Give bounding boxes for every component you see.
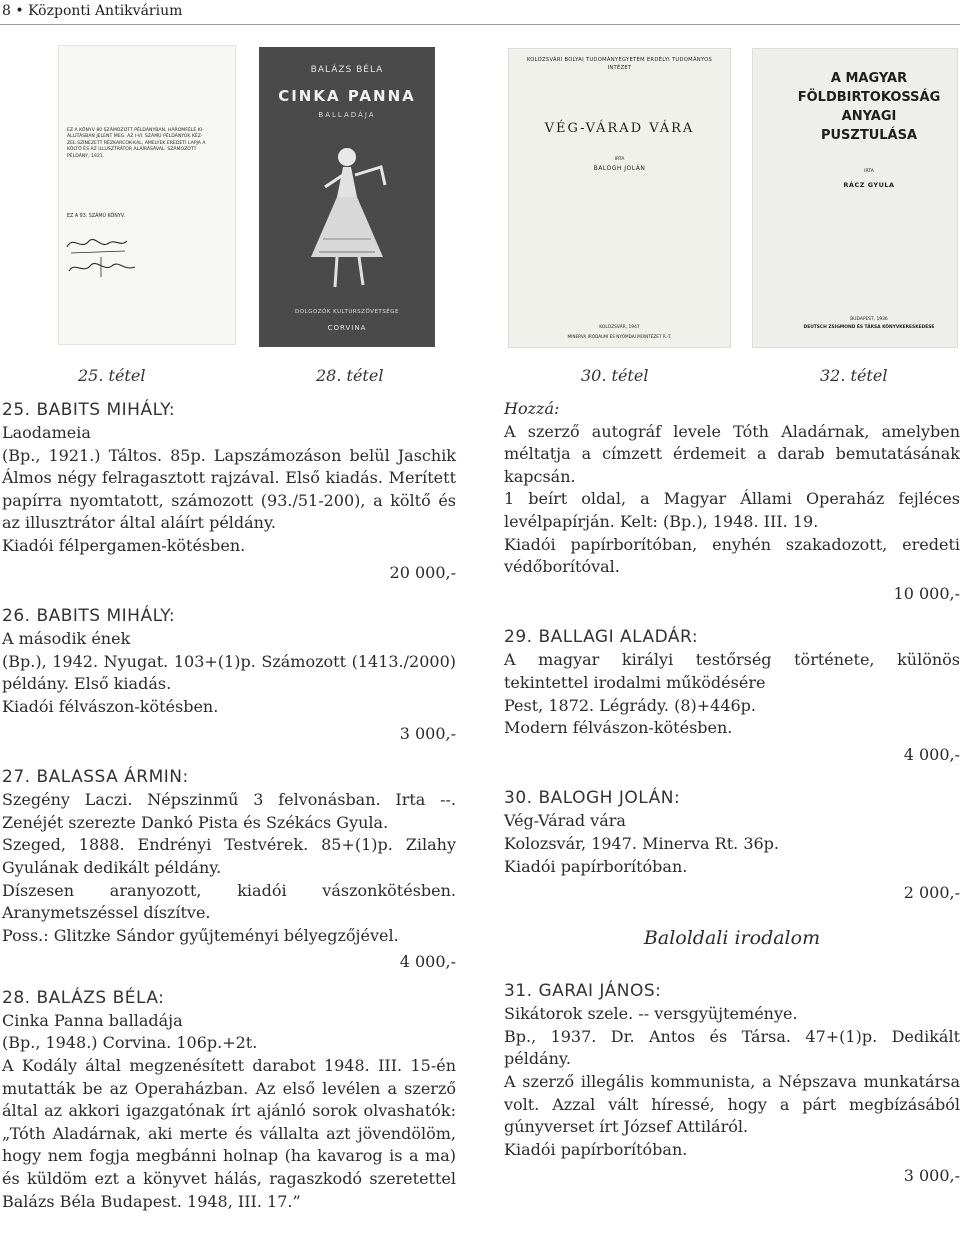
title-page-title: VÉG-VÁRAD VÁRA [544, 121, 695, 136]
title-page-institution: KOLOZSVÁRI BOLYAI TUDOMÁNYEGYETEM ERDÉLYI TUDOMÁNYOS INTÉZET [526, 57, 713, 71]
left-column [2, 398, 456, 1213]
entry-price: 3 000,- [399, 723, 456, 743]
title-page-irta: IRTA [614, 157, 625, 162]
page-number: 8 [2, 3, 11, 19]
entry-description: (Bp., 1921.) Táltos. 85p. Lapszámozáson belül Jaschik Álmos négy felragasztott rajzával. Első kiadás. Merített papírra nyomtatott, számozott (93./51-200), a költő és az illusztrátor által aláírt példány. [2, 445, 456, 533]
entry-price: 4 000,- [903, 744, 960, 764]
title-page-author: RÁCZ GYULA [843, 181, 895, 189]
entry-31 [504, 979, 960, 1188]
entry-27 [2, 765, 456, 974]
colophon-number: EZ A 93. SZÁMÚ KÖNYV. [67, 214, 125, 219]
entry-26 [2, 604, 456, 745]
entry-title: Sikátorok szele. -- versgyüjteménye. [504, 1004, 798, 1024]
caption-32: 32. tétel [820, 366, 888, 385]
photo-item-32 [752, 48, 958, 348]
entry-25 [2, 398, 456, 584]
caption-30: 30. tétel [581, 366, 649, 385]
entry-heading: 28. BALÁZS BÉLA: [2, 987, 165, 1008]
section-title: Baloldali irodalom [643, 926, 821, 949]
title-page-irta: IRTA [864, 169, 874, 174]
photo-item-30 [508, 48, 731, 348]
entry-heading: 27. BALASSA ÁRMIN: [2, 767, 189, 788]
entry-28 [2, 986, 456, 1213]
entry-heading: 25. BABITS MIHÁLY: [2, 400, 176, 420]
entry-heading: 29. BALLAGI ALADÁR: [504, 627, 699, 648]
entry-description: Kolozsvár, 1947. Minerva Rt. 36p. [504, 833, 779, 853]
entry-price: 20 000,- [389, 562, 456, 582]
entry-description: (Bp., 1948.) Corvina. 106p.+2t. [2, 1033, 258, 1053]
entry-heading: 30. BALOGH JOLÁN: [504, 788, 681, 809]
entry-binding: Modern félvászon-kötésben. [504, 718, 733, 738]
colophon-text: EZ A KÖNYV 80 SZÁMOZOTT PÉLDÁNYBAN, HÁROMFÉLE KI-ÁLLÍTÁSBAN JELENT MEG. AZ I-VI. SZÁMÚ PÉLDÁNYOK KÉZ-ZEL SZÍNEZETT RÉZKARCOK-KAL, AMELYEK EREDETI LAPJA A KÖLTŐ ÉS AZ ILLUSZTRÁTOR ALÁÍRÁSÁVAL. SZÁMOZOTT PÉLDÁNY, 1921. [67, 128, 206, 159]
entry-binding: Kiadói papírborítóban. [504, 856, 688, 876]
cover-title: CINKA PANNA [278, 87, 416, 105]
title-page-imprint-2: MINERVA IRODALMI ÉS NYOMDAI MŰINTÉZET R.-T. [567, 334, 672, 339]
photo-item-28 [259, 47, 435, 347]
entry-heading: 26. BABITS MIHÁLY: [2, 606, 176, 627]
entry-price: 4 000,- [399, 952, 456, 972]
header-separator: • [15, 3, 24, 19]
caption-25: 25. tétel [78, 366, 146, 385]
photo-item-25 [58, 45, 236, 345]
caption-28: 28. tétel [316, 366, 384, 385]
entry-title: Szegény Laczi. Népszinmű 3 felvonásban. Irta --. Zenéjét szerezte Dankó Pista és Székács Gyula. [2, 790, 456, 832]
entry-binding: Kiadói papírborítóban, enyhén szakadozott, eredeti védőborítóval. [504, 534, 960, 577]
entry-addendum-text: A szerző autográf levele Tóth Aladárnak, amelyben méltatja a címzett érdemeit a darab bemutatásának kapcsán. [504, 421, 960, 486]
title-page-author: BALOGH JOLÁN [593, 165, 646, 172]
title-page-imprint-1: BUDAPEST, 1936 [850, 317, 888, 322]
entry-description: Pest, 1872. Légrády. (8)+446p. [504, 695, 757, 715]
entry-title: A magyar királyi testőrség története, különös tekintettel irodalmi működésére [504, 650, 960, 692]
cover-publisher-2: CORVINA [327, 324, 367, 332]
entry-28-continued [504, 398, 960, 605]
entry-heading: 31. GARAI JÁNOS: [504, 981, 662, 1002]
title-page-imprint-2: DEUTSCH ZSIGMOND ÉS TÁRSA KÖNYVKERESKEDÉSE [803, 325, 935, 330]
entry-provenance: Poss.: Glitzke Sándor gyűjteményi bélyegzőjével. [2, 925, 399, 945]
entry-29 [504, 625, 960, 766]
entry-description: Szeged, 1888. Endrényi Testvérek. 85+(1)p. Zilahy Gyulának dedikált példány. [2, 835, 456, 877]
entry-note: A Kodály által megzenésített darabot 1948. III. 15-én mutatták be az Operaházban. Az első levélen a szerző által az akkori igazgatónak írt ajánló sorok olvashatók: „Tóth Aladárnak, aki merte és vállalta azt jövendölöm, hogy nem fogja megbánni holnap (ha kavarog is a ma) és küldöm ezt a könyvet hálás, ragaszkodó szeretettel Balázs Béla Budapest. 1948, III. 17.” [2, 1056, 456, 1211]
entry-title: A második ének [2, 629, 131, 649]
entry-price: 3 000,- [903, 1166, 960, 1186]
cover-publisher-1: DOLGOZÓK KULTURSZÖVETSÉGE [295, 309, 399, 315]
entry-title: Laodameia [2, 423, 91, 442]
right-column [504, 398, 960, 1188]
entry-description: Bp., 1937. Dr. Antos és Társa. 47+(1)p. Dedikált példány. [504, 1026, 960, 1069]
entry-30 [504, 786, 960, 904]
cover-subtitle: BALLADÁJA [318, 111, 376, 119]
title-page-imprint-1: KOLOZSVÁR, 1947 [599, 325, 640, 330]
entry-description: (Bp.), 1942. Nyugat. 103+(1)p. Számozott (1413./2000) példány. Első kiadás. [2, 651, 456, 694]
entry-binding: Díszesen aranyozott, kiadói vászonkötésben. Aranymetszéssel díszítve. [2, 880, 456, 923]
catalog-title: Központi Antikvárium [28, 3, 183, 19]
cover-author: BALÁZS BÉLA [310, 65, 384, 75]
title-page-title: A MAGYAR FÖLDBIRTOKOSSÁG ANYAGI PUSZTULÁSA [797, 71, 941, 143]
page-header [0, 0, 960, 22]
entry-title: Vég-Várad vára [504, 811, 626, 831]
entry-addendum-text-2: 1 beírt oldal, a Magyar Állami Operaház fejléces levélpapírján. Kelt: (Bp.), 1948. III. 19. [504, 489, 960, 531]
entry-binding: Kiadói papírborítóban. [504, 1139, 688, 1159]
entry-note: A szerző illegális kommunista, a Népszava munkatársa volt. Azzal vált híressé, hogy a párt megbízásából gúnyverset írt József Attiláról. [504, 1072, 960, 1137]
signatures [61, 231, 151, 291]
header-rule [0, 24, 960, 25]
entry-price: 10 000,- [893, 583, 960, 603]
entry-binding: Kiadói félpergamen-kötésben. [2, 535, 246, 555]
dancer-illustration [259, 127, 435, 307]
entry-title: Cinka Panna balladája [2, 1010, 183, 1030]
entry-binding: Kiadói félvászon-kötésben. [2, 696, 219, 716]
entry-addendum-label: Hozzá: [504, 399, 560, 418]
entry-price: 2 000,- [903, 883, 960, 903]
